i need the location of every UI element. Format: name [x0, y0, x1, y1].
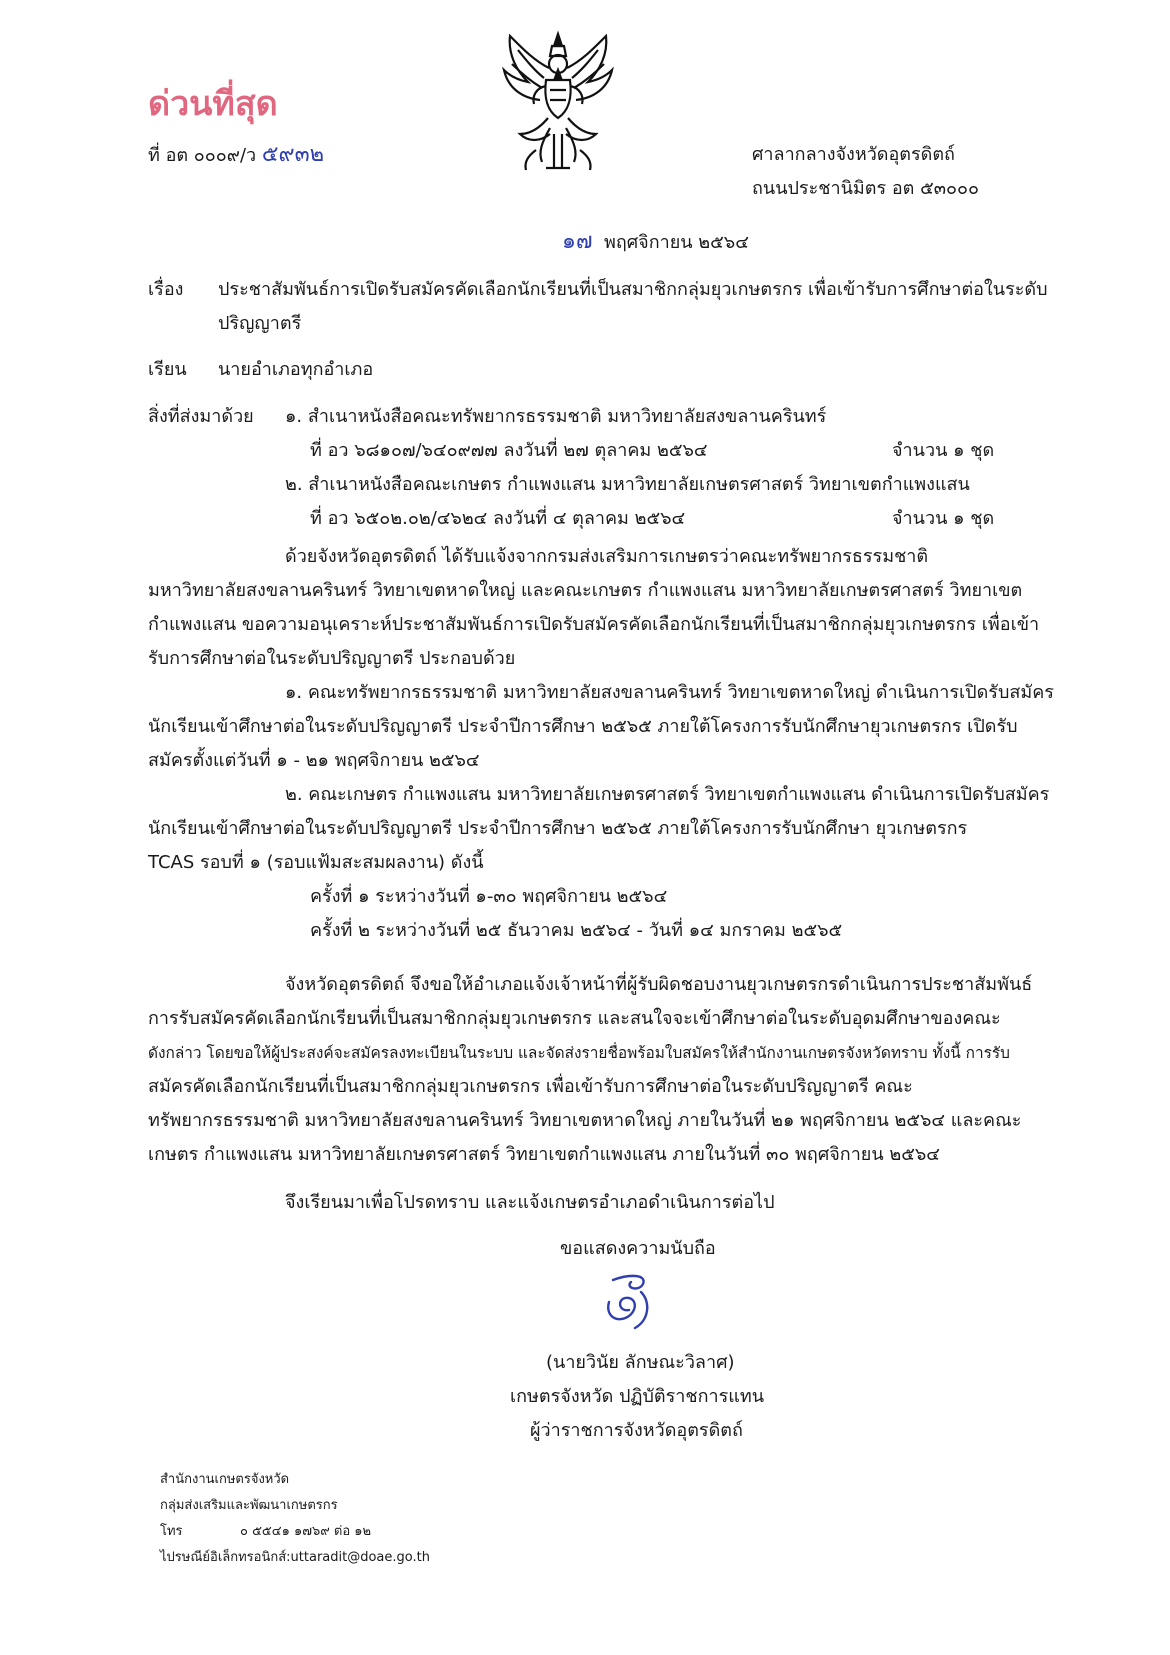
enclosure-2-title: ๒. สำเนาหนังสือคณะเกษตร กำแพงแสน มหาวิทยาลัยเกษตรศาสตร์ วิทยาเขตกำแพงแสน: [285, 474, 970, 495]
item2-line-2: นักเรียนเข้าศึกษาต่อในระดับปริญญาตรี ประจำปีการศึกษา ๒๕๖๕ ภายใต้โครงการรับนักศึกษา ยุวเกษตรกร: [148, 818, 968, 839]
request-line-6: เกษตร กำแพงแสน มหาวิทยาลัยเกษตรศาสตร์ วิทยาเขตกำแพงแสน ภายในวันที่ ๓๐ พฤศจิกายน ๒๕๖๔: [148, 1144, 940, 1165]
enclosure-1-qty: จำนวน ๑ ชุด: [892, 440, 995, 461]
item1-line-2: นักเรียนเข้าศึกษาต่อในระดับปริญญาตรี ประจำปีการศึกษา ๒๕๖๕ ภายใต้โครงการรับนักศึกษายุวเกษตรกร เปิดรับ: [148, 716, 1018, 737]
enclosures-label: สิ่งที่ส่งมาด้วย: [148, 406, 254, 427]
signer-name: (นายวินัย ลักษณะวิลาศ): [546, 1352, 735, 1373]
request-line-4: สมัครคัดเลือกนักเรียนที่เป็นสมาชิกกลุ่มยุวเกษตรกร เพื่อเข้ารับการศึกษาต่อในระดับปริญญาตรี คณะ: [148, 1076, 913, 1097]
footer-email: ไปรษณีย์อิเล็กทรอนิกส์:uttaradit@doae.go.th: [160, 1550, 430, 1565]
reference-prefix: ที่ อต ๐๐๐๙/ว: [148, 145, 257, 166]
recipient-label: เรียน: [148, 359, 187, 380]
subject-label: เรื่อง: [148, 279, 184, 300]
intro-line-3: กำแพงแสน ขอความอนุเคราะห์ประชาสัมพันธ์การเปิดรับสมัครคัดเลือกนักเรียนที่เป็นสมาชิกกลุ่มยุวเกษตรกร เพื่อเข้า: [148, 614, 1040, 635]
footer-office: สำนักงานเกษตรจังหวัด: [160, 1472, 290, 1487]
office-address-line2: ถนนประชานิมิตร อต ๕๓๐๐๐: [752, 178, 979, 199]
recipient-value: นายอำเภอทุกอำเภอ: [218, 359, 374, 380]
footer-phone-label: โทร: [160, 1524, 183, 1539]
document-date: [562, 225, 749, 260]
request-line-1: จังหวัดอุตรดิตถ์ จึงขอให้อำเภอแจ้งเจ้าหน้าที่ผู้รับผิดชอบงานยุวเกษตรกรดำเนินการประชาสัมพันธ์: [285, 974, 1033, 995]
garuda-emblem-icon: [498, 30, 618, 180]
enclosure-2-ref: ที่ อว ๖๕๐๒.๐๒/๔๖๒๔ ลงวันที่ ๔ ตุลาคม ๒๕๖๔: [310, 508, 686, 529]
urgency-stamp: ด่วนที่สุด: [148, 84, 278, 124]
round-1: ครั้งที่ ๑ ระหว่างวันที่ ๑-๓๐ พฤศจิกายน ๒๕๖๔: [310, 886, 668, 907]
reference-number-handwritten: ๕๙๓๒: [261, 142, 325, 167]
footer-phone: ๐ ๕๕๔๑ ๑๗๖๙ ต่อ ๑๒: [240, 1524, 372, 1539]
footer-division: กลุ่มส่งเสริมและพัฒนาเกษตรกร: [160, 1498, 338, 1513]
item1-line-3: สมัครตั้งแต่วันที่ ๑ - ๒๑ พฤศจิกายน ๒๕๖๔: [148, 750, 480, 771]
intro-line-4: รับการศึกษาต่อในระดับปริญญาตรี ประกอบด้วย: [148, 648, 516, 669]
enclosure-2-qty: จำนวน ๑ ชุด: [892, 508, 995, 529]
enclosure-1-ref: ที่ อว ๖๘๑๐๗/๖๔๐๙๗๗ ลงวันที่ ๒๗ ตุลาคม ๒๕๖๔: [310, 440, 708, 461]
signer-position-2: ผู้ว่าราชการจังหวัดอุตรดิตถ์: [530, 1420, 743, 1441]
date-month-year: พฤศจิกายน ๒๕๖๔: [603, 232, 749, 253]
item2-line-1: ๒. คณะเกษตร กำแพงแสน มหาวิทยาลัยเกษตรศาสตร์ วิทยาเขตกำแพงแสน ดำเนินการเปิดรับสมัคร: [285, 784, 1050, 805]
subject-line2: ปริญญาตรี: [218, 313, 302, 334]
signer-position-1: เกษตรจังหวัด ปฏิบัติราชการแทน: [510, 1386, 765, 1407]
handwritten-signature: [595, 1272, 665, 1334]
office-address-line1: ศาลากลางจังหวัดอุตรดิตถ์: [752, 144, 955, 165]
item1-line-1: ๑. คณะทรัพยากรธรรมชาติ มหาวิทยาลัยสงขลานครินทร์ วิทยาเขตหาดใหญ่ ดำเนินการเปิดรับสมัคร: [285, 682, 1054, 703]
enclosure-1-title: ๑. สำเนาหนังสือคณะทรัพยากรธรรมชาติ มหาวิทยาลัยสงขลานครินทร์: [285, 406, 827, 427]
item2-line-3: TCAS รอบที่ ๑ (รอบแฟ้มสะสมผลงาน) ดังนี้: [148, 852, 484, 873]
round-2: ครั้งที่ ๒ ระหว่างวันที่ ๒๕ ธันวาคม ๒๕๖๔ - วันที่ ๑๔ มกราคม ๒๕๖๕: [310, 920, 843, 941]
subject-line1: ประชาสัมพันธ์การเปิดรับสมัครคัดเลือกนักเรียนที่เป็นสมาชิกกลุ่มยุวเกษตรกร เพื่อเข้ารับการศึกษาต่อในระดับ: [218, 279, 1048, 300]
request-line-5: ทรัพยากรธรรมชาติ มหาวิทยาลัยสงขลานครินทร์ วิทยาเขตหาดใหญ่ ภายในวันที่ ๒๑ พฤศจิกายน ๒๕๖๔ และคณะ: [148, 1110, 1022, 1131]
intro-line-1: ด้วยจังหวัดอุตรดิตถ์ ได้รับแจ้งจากกรมส่งเสริมการเกษตรว่าคณะทรัพยากรธรรมชาติ: [285, 546, 929, 567]
request-line-2: การรับสมัครคัดเลือกนักเรียนที่เป็นสมาชิกกลุ่มยุวเกษตรกร และสนใจจะเข้าศึกษาต่อในระดับอุดมศึกษาของคณะ: [148, 1008, 1001, 1029]
reference-number: [148, 138, 324, 173]
intro-line-2: มหาวิทยาลัยสงขลานครินทร์ วิทยาเขตหาดใหญ่ และคณะเกษตร กำแพงแสน มหาวิทยาลัยเกษตรศาสตร์ วิทยาเขต: [148, 580, 1023, 601]
closing-sentence: จึงเรียนมาเพื่อโปรดทราบ และแจ้งเกษตรอำเภอดำเนินการต่อไป: [285, 1192, 775, 1213]
regards: ขอแสดงความนับถือ: [560, 1238, 716, 1259]
date-day-handwritten: ๑๗: [562, 229, 593, 254]
request-line-3: ดังกล่าว โดยขอให้ผู้ประสงค์จะสมัครลงทะเบียนในระบบ และจัดส่งรายชื่อพร้อมใบสมัครให้สำนักงานเกษตรจังหวัดทราบ ทั้งนี้ การรับ: [148, 1044, 1010, 1062]
